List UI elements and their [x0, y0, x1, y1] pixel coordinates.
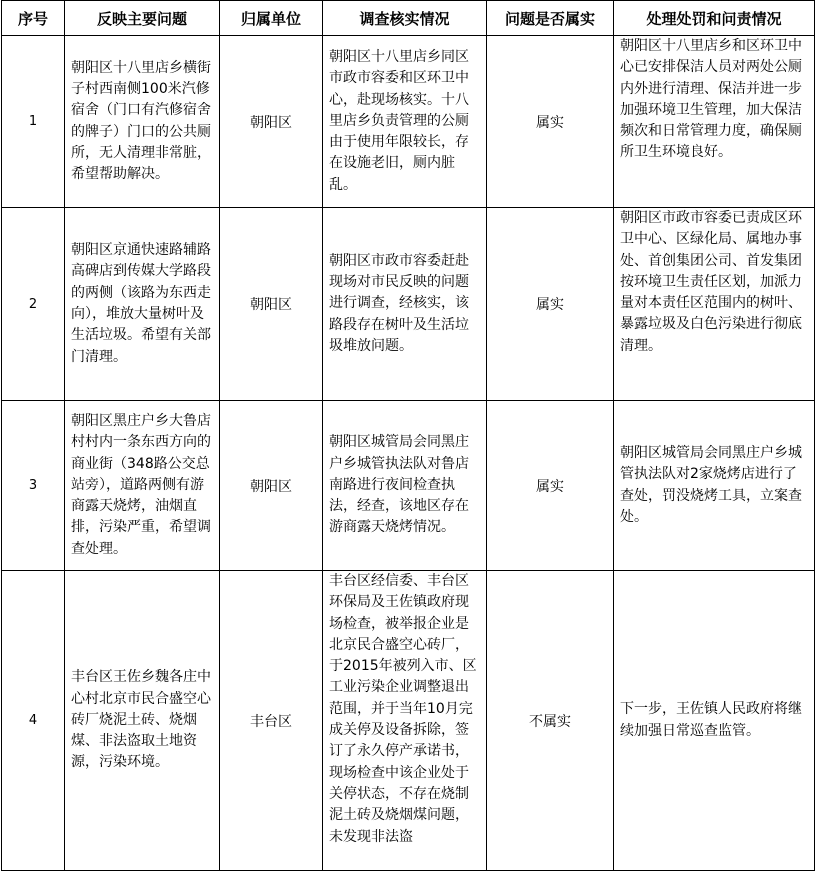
- header-unit: 归属单位: [220, 1, 323, 36]
- row-number: 4: [2, 571, 65, 871]
- unit-cell: 朝阳区: [220, 208, 323, 401]
- row-number: 2: [2, 208, 65, 401]
- verified-cell: 属实: [487, 208, 614, 401]
- issue-cell: 丰台区王佐乡魏各庄中心村北京市民合盛空心砖厂烧泥土砖、烧烟煤、非法盗取土地资源，污染环境。: [65, 571, 220, 871]
- complaint-table: [1, 0, 815, 871]
- investigation-cell: 朝阳区城管局会同黑庄户乡城管执法队对鲁店南路进行夜间检查执法，经查，该地区存在游商露天烧烤情况。: [323, 401, 487, 571]
- investigation-text: 丰台区经信委、丰台区环保局及王佐镇政府现场检查，被举报企业是北京民合盛空心砖厂，于2015年被列入市、区工业污染企业调整退出范围，并于当年10月完成关停及设备拆除，签订了永久停产承诺书，现场检查中该企业处于关停状态，不存在烧制泥土砖及烧烟煤问题，未发现非法盗: [329, 573, 477, 845]
- handling-cell: 朝阳区十八里店乡和区环卫中心已安排保洁人员对两处公厕内外进行清理、保洁并进一步加强环境卫生管理，加大保洁频次和日常管理力度，确保厕所卫生环境良好。: [614, 36, 815, 208]
- handling-cell: 朝阳区市政市容委已责成区环卫中心、区绿化局、属地办事处、首创集团公司、首发集团按环境卫生责任区划，加派力量对本责任区范围内的树叶、暴露垃圾及白色污染进行彻底清理。: [614, 208, 815, 401]
- header-no: 序号: [2, 1, 65, 36]
- table-row: [2, 401, 815, 571]
- investigation-cell: 朝阳区十八里店乡同区市政市容委和区环卫中心，赴现场核实。十八里店乡负责管理的公厕由于使用年限较长，存在设施老旧，厕内脏乱。: [323, 36, 487, 208]
- verified-cell: 属实: [487, 36, 614, 208]
- header-issue: 反映主要问题: [65, 1, 220, 36]
- header-row: [2, 1, 815, 36]
- unit-cell: 朝阳区: [220, 36, 323, 208]
- handling-cell: 下一步，王佐镇人民政府将继续加强日常巡查监管。: [614, 571, 815, 871]
- issue-cell: 朝阳区十八里店乡横街子村西南侧100米汽修宿舍（门口有汽修宿舍的牌子）门口的公共厕所，无人清理非常脏，希望帮助解决。: [65, 36, 220, 208]
- verified-cell: 不属实: [487, 571, 614, 871]
- row-number: 3: [2, 401, 65, 571]
- row-number: 1: [2, 36, 65, 208]
- investigation-cell: [323, 571, 487, 871]
- header-investigation: 调查核实情况: [323, 1, 487, 36]
- issue-cell: 朝阳区京通快速路辅路高碑店到传媒大学路段的两侧（该路为东西走向），堆放大量树叶及生活垃圾。希望有关部门清理。: [65, 208, 220, 401]
- unit-cell: 丰台区: [220, 571, 323, 871]
- header-handling: 处理处罚和问责情况: [614, 1, 815, 36]
- handling-cell: 朝阳区城管局会同黑庄户乡城管执法队对2家烧烤店进行了查处，罚没烧烤工具，立案查处。: [614, 401, 815, 571]
- unit-cell: 朝阳区: [220, 401, 323, 571]
- header-verified: 问题是否属实: [487, 1, 614, 36]
- investigation-cell: 朝阳区市政市容委赶赴现场对市民反映的问题进行调查，经核实，该路段存在树叶及生活垃圾堆放问题。: [323, 208, 487, 401]
- verified-cell: 属实: [487, 401, 614, 571]
- issue-cell: 朝阳区黑庄户乡大鲁店村村内一条东西方向的商业街（348路公交总站旁），道路两侧有游商露天烧烤，油烟直排，污染严重，希望调查处理。: [65, 401, 220, 571]
- table-row: [2, 571, 815, 871]
- table-row: [2, 36, 815, 208]
- table-row: [2, 208, 815, 401]
